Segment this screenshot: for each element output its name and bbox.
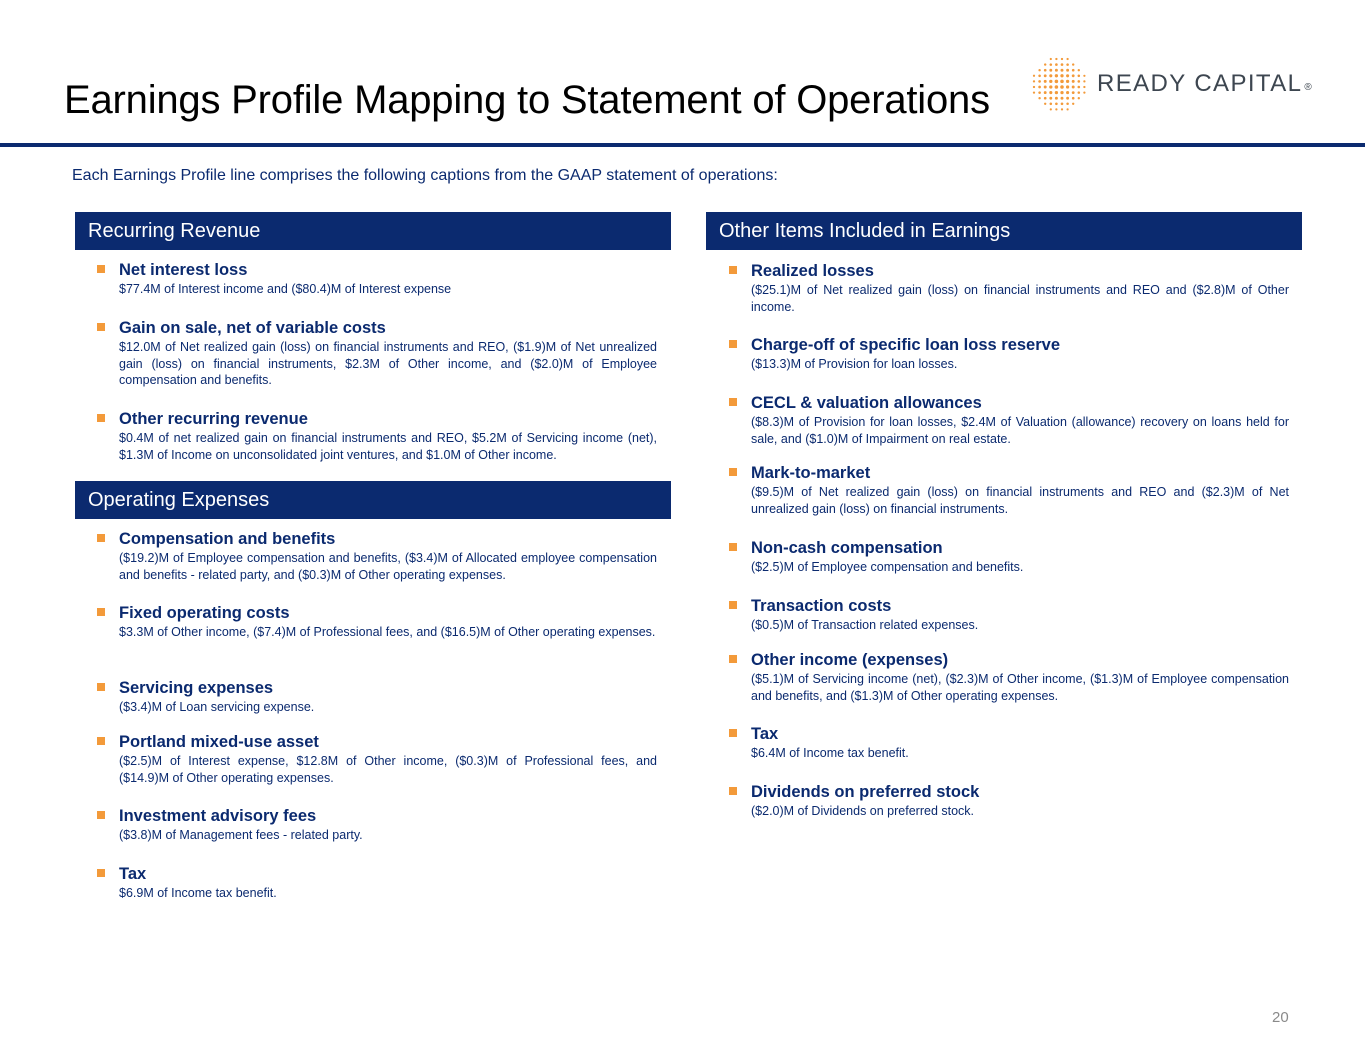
bullet-icon xyxy=(97,608,105,616)
item-servicing-expenses xyxy=(97,678,657,716)
bullet-icon xyxy=(729,543,737,551)
item-description: ($13.3)M of Provision for loan losses. xyxy=(751,357,958,371)
item-heading: Dividends on preferred stock xyxy=(751,783,980,801)
item-fixed-operating-costs xyxy=(97,603,657,641)
item-heading: Servicing expenses xyxy=(119,679,274,697)
item-heading: Non-cash compensation xyxy=(751,539,943,557)
bullet-icon xyxy=(97,869,105,877)
bullet-icon xyxy=(97,811,105,819)
section-header-recurring-revenue: Recurring Revenue xyxy=(75,212,671,250)
bullet-icon xyxy=(97,265,105,273)
bullet-icon xyxy=(729,266,737,274)
item-heading: Gain on sale, net of variable costs xyxy=(119,319,386,337)
header-divider xyxy=(0,143,1365,147)
item-heading: Portland mixed-use asset xyxy=(119,733,319,751)
item-description: $0.4M of net realized gain on financial instruments and REO, $5.2M of Servicing income (net), $1.3M of Income on unconsolidated joint ventures, and $1.0M of Other income. xyxy=(119,431,657,462)
item-description: ($2.0)M of Dividends on preferred stock. xyxy=(751,804,975,818)
item-description: $3.3M of Other income, ($7.4)M of Professional fees, and ($16.5)M of Other operating expenses. xyxy=(119,625,656,639)
item-description: ($9.5)M of Net realized gain (loss) on financial instruments and REO and ($2.3)M of Net unrealized gain (loss) on financial instruments. xyxy=(751,485,1289,516)
item-other-recurring-revenue xyxy=(97,409,657,463)
item-description: $77.4M of Interest income and ($80.4)M of Interest expense xyxy=(119,282,452,296)
bullet-icon xyxy=(97,534,105,542)
page-title: Earnings Profile Mapping to Statement of Operations xyxy=(64,78,990,122)
bullet-icon xyxy=(97,683,105,691)
logo-name: READY CAPITAL xyxy=(1097,70,1303,97)
item-investment-advisory-fees xyxy=(97,806,657,844)
intro-text: Each Earnings Profile line comprises the following captions from the GAAP statement of operations: xyxy=(72,167,778,184)
item-heading: Mark-to-market xyxy=(751,464,871,482)
item-tax-operating xyxy=(97,864,657,902)
item-portland-mixed-use-asset xyxy=(97,732,657,786)
item-tax-other xyxy=(729,724,1289,762)
item-heading: Other income (expenses) xyxy=(751,651,949,669)
item-heading: Compensation and benefits xyxy=(119,530,336,548)
item-description: ($8.3)M of Provision for loan losses, $2.4M of Valuation (allowance) recovery on loans held for sale, and ($1.0)M of Impairment on real estate. xyxy=(751,415,1289,446)
item-non-cash-compensation xyxy=(729,538,1289,576)
bullet-icon xyxy=(729,729,737,737)
bullet-icon xyxy=(97,414,105,422)
bullet-icon xyxy=(729,398,737,406)
bullet-icon xyxy=(729,655,737,663)
item-charge-off xyxy=(729,335,1289,373)
item-heading: Realized losses xyxy=(751,262,874,280)
section-header-other-items: Other Items Included in Earnings xyxy=(706,212,1302,250)
bullet-icon xyxy=(97,323,105,331)
item-net-interest-loss xyxy=(97,260,657,298)
item-heading: Investment advisory fees xyxy=(119,807,317,825)
page-number: 20 xyxy=(1272,1009,1289,1026)
item-heading: Charge-off of specific loan loss reserve xyxy=(751,336,1061,354)
dot-globe-icon xyxy=(1030,56,1092,112)
logo-registered-mark: ® xyxy=(1304,82,1312,93)
item-description: ($19.2)M of Employee compensation and benefits, ($3.4)M of Allocated employee compensation and benefits - related party, and ($0.3)M of Other operating expenses. xyxy=(119,551,657,582)
company-logo xyxy=(1030,56,1320,112)
item-transaction-costs xyxy=(729,596,1289,634)
item-mark-to-market xyxy=(729,463,1289,517)
logo-wordmark xyxy=(1097,70,1312,98)
item-description: ($3.8)M of Management fees - related party. xyxy=(119,828,363,842)
item-description: ($0.5)M of Transaction related expenses. xyxy=(751,618,979,632)
item-description: ($2.5)M of Interest expense, $12.8M of Other income, ($0.3)M of Professional fees, and ($14.9)M of Other operating expenses. xyxy=(119,754,657,785)
item-heading: Tax xyxy=(751,725,779,743)
item-description: ($2.5)M of Employee compensation and benefits. xyxy=(751,560,1024,574)
item-description: ($3.4)M of Loan servicing expense. xyxy=(119,700,315,714)
section-header-operating-expenses: Operating Expenses xyxy=(75,481,671,519)
item-other-income-expenses xyxy=(729,650,1289,704)
bullet-icon xyxy=(729,468,737,476)
item-heading: Transaction costs xyxy=(751,597,892,615)
item-realized-losses xyxy=(729,261,1289,315)
item-description: ($5.1)M of Servicing income (net), ($2.3)M of Other income, ($1.3)M of Employee compensation and benefits, and ($1.3)M of Other operating expenses. xyxy=(751,672,1289,703)
bullet-icon xyxy=(97,737,105,745)
item-description: $6.9M of Income tax benefit. xyxy=(119,886,277,900)
item-gain-on-sale xyxy=(97,318,657,389)
item-heading: Fixed operating costs xyxy=(119,604,290,622)
item-cecl-valuation xyxy=(729,393,1289,447)
item-description: $12.0M of Net realized gain (loss) on financial instruments and REO, ($1.9)M of Net unrealized gain (loss) on financial instruments, $2.3M of Other income, and ($2.0)M of Employee compensation and benefits. xyxy=(119,340,657,387)
item-description: ($25.1)M of Net realized gain (loss) on financial instruments and REO and ($2.8)M of Other income. xyxy=(751,283,1289,314)
bullet-icon xyxy=(729,340,737,348)
bullet-icon xyxy=(729,787,737,795)
item-heading: Other recurring revenue xyxy=(119,410,308,428)
bullet-icon xyxy=(729,601,737,609)
item-compensation-and-benefits xyxy=(97,529,657,583)
item-heading: Tax xyxy=(119,865,147,883)
item-description: $6.4M of Income tax benefit. xyxy=(751,746,909,760)
item-heading: Net interest loss xyxy=(119,261,248,279)
item-dividends-preferred xyxy=(729,782,1289,820)
item-heading: CECL & valuation allowances xyxy=(751,394,982,412)
